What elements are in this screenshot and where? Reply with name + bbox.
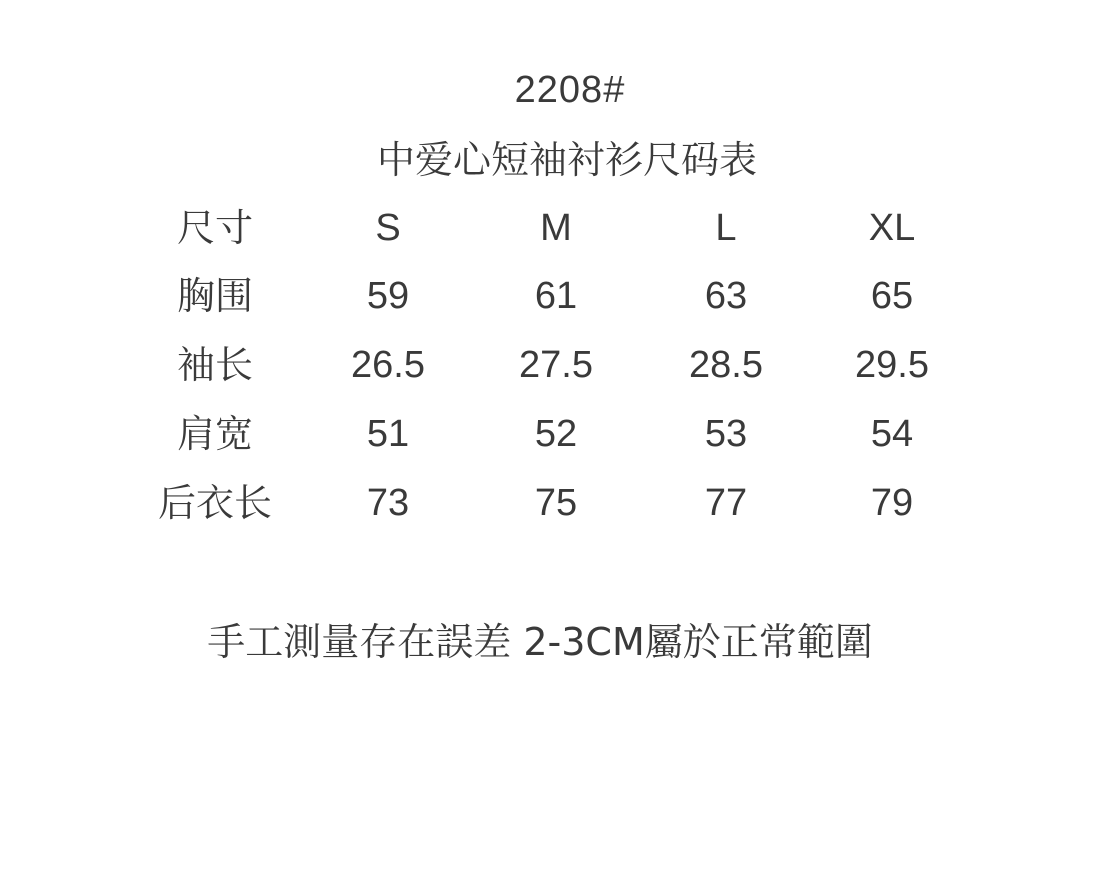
measurement-note: 手工測量存在誤差 2-3CM屬於正常範圍 [207,620,873,664]
table-cell: 29.5 [855,344,929,386]
table-row-shoulder [0,406,1104,462]
table-cell: 51 [366,413,410,455]
table-cell: 61 [534,275,578,317]
table-cell: 75 [534,482,578,524]
table-cell: 77 [704,482,748,524]
table-cell: 28.5 [689,344,763,386]
column-header-m: M [540,207,572,249]
table-cell: 79 [870,482,914,524]
table-cell: 63 [704,275,748,317]
table-cell: 52 [534,413,578,455]
table-cell: 53 [704,413,748,455]
product-code: 2208# [514,69,626,111]
column-header-s: S [375,207,401,249]
row-label: 胸围 [176,274,253,318]
table-header-row [0,200,1104,256]
table-cell: 27.5 [519,344,593,386]
table-cell: 59 [366,275,410,317]
column-header-l: L [715,207,737,249]
table-row-sleeve [0,337,1104,393]
column-header-xl: XL [868,207,916,249]
table-row-chest [0,268,1104,324]
table-cell: 54 [870,413,914,455]
row-label: 后衣长 [157,481,272,525]
table-cell: 65 [870,275,914,317]
table-row-back-length [0,475,1104,531]
row-label: 袖长 [176,343,253,387]
table-cell: 73 [366,482,410,524]
row-label: 肩宽 [176,412,253,456]
table-cell: 26.5 [351,344,425,386]
column-header-size: 尺寸 [176,206,253,250]
size-chart-title: 中爱心短袖衬衫尺码表 [376,138,757,182]
